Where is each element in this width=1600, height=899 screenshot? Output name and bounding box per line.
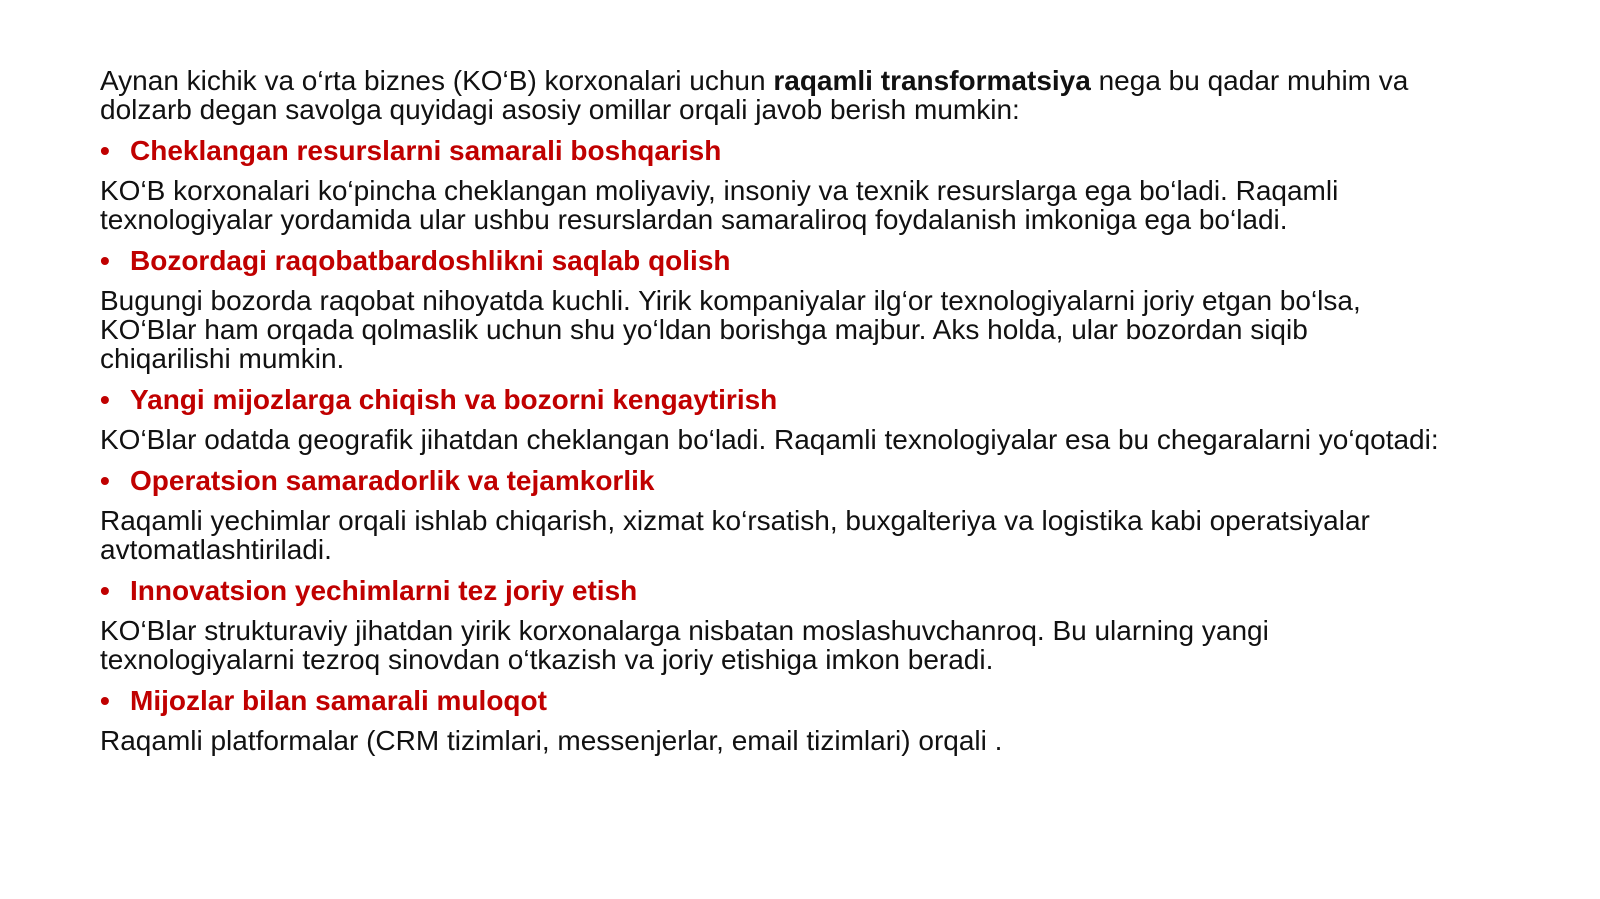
section-paragraph: KO‘B korxonalari ko‘pincha cheklangan moliyaviy, insoniy va texnik resurslarga ega bo‘ladi. Raqamli texnologiyalar yordamida ular ushbu resurslardan samaraliroq foydalanish imkoniga ega bo‘ladi. xyxy=(100,175,1339,235)
bullet-heading xyxy=(100,136,1440,165)
bullet-heading xyxy=(100,576,1440,605)
bullet-heading xyxy=(100,466,1440,495)
section-paragraph: KO‘Blar odatda geografik jihatdan cheklangan bo‘ladi. Raqamli texnologiyalar esa bu chegaralarni yo‘qotadi: xyxy=(100,424,1439,455)
section-new-customers xyxy=(100,385,1440,454)
intro-text-start: Aynan kichik va o‘rta biznes (KO‘B) korxonalari uchun xyxy=(100,65,774,96)
heading-text: Innovatsion yechimlarni tez joriy etish xyxy=(130,575,638,606)
slide-content xyxy=(100,66,1440,767)
intro-text-end: nega bu qadar muhim va dolzarb degan savolga quyidagi asosiy omillar orqali javob berish mumkin: xyxy=(100,65,1409,125)
section-paragraph: Bugungi bozorda raqobat nihoyatda kuchli. Yirik kompaniyalar ilg‘or texnologiyalarni joriy etgan bo‘lsa, KO‘Blar ham orqada qolmaslik uchun shu yo‘ldan borishga majbur. Aks holda, ular bozordan siqib chiqarilishi mumkin. xyxy=(100,285,1361,374)
intro-paragraph xyxy=(100,66,1440,124)
heading-text: Operatsion samaradorlik va tejamkorlik xyxy=(130,465,655,496)
bullet-dot-icon: • xyxy=(100,245,110,276)
heading-text: Yangi mijozlarga chiqish va bozorni kengaytirish xyxy=(130,384,778,415)
bullet-heading xyxy=(100,385,1440,414)
bullet-heading xyxy=(100,686,1440,715)
section-operational-efficiency xyxy=(100,466,1440,564)
section-paragraph: Raqamli platformalar (CRM tizimlari, messenjerlar, email tizimlari) orqali . xyxy=(100,725,1003,756)
heading-text: Mijozlar bilan samarali muloqot xyxy=(130,685,547,716)
section-resources xyxy=(100,136,1440,234)
section-paragraph: Raqamli yechimlar orqali ishlab chiqarish, xizmat ko‘rsatish, buxgalteriya va logistika kabi operatsiyalar avtomatlashtiriladi. xyxy=(100,505,1370,565)
section-customer-communication xyxy=(100,686,1440,755)
section-competitiveness xyxy=(100,246,1440,373)
bullet-heading xyxy=(100,246,1440,275)
section-innovation xyxy=(100,576,1440,674)
bullet-dot-icon: • xyxy=(100,384,110,415)
section-paragraph: KO‘Blar strukturaviy jihatdan yirik korxonalarga nisbatan moslashuvchanroq. Bu ularning yangi texnologiyalarni tezroq sinovdan o‘tkazish va joriy etishiga imkon beradi. xyxy=(100,615,1269,675)
bullet-dot-icon: • xyxy=(100,135,110,166)
heading-text: Bozordagi raqobatbardoshlikni saqlab qolish xyxy=(130,245,731,276)
heading-text: Cheklangan resurslarni samarali boshqarish xyxy=(130,135,722,166)
intro-emphasis: raqamli transformatsiya xyxy=(773,65,1091,96)
bullet-dot-icon: • xyxy=(100,685,110,716)
bullet-dot-icon: • xyxy=(100,465,110,496)
bullet-dot-icon: • xyxy=(100,575,110,606)
